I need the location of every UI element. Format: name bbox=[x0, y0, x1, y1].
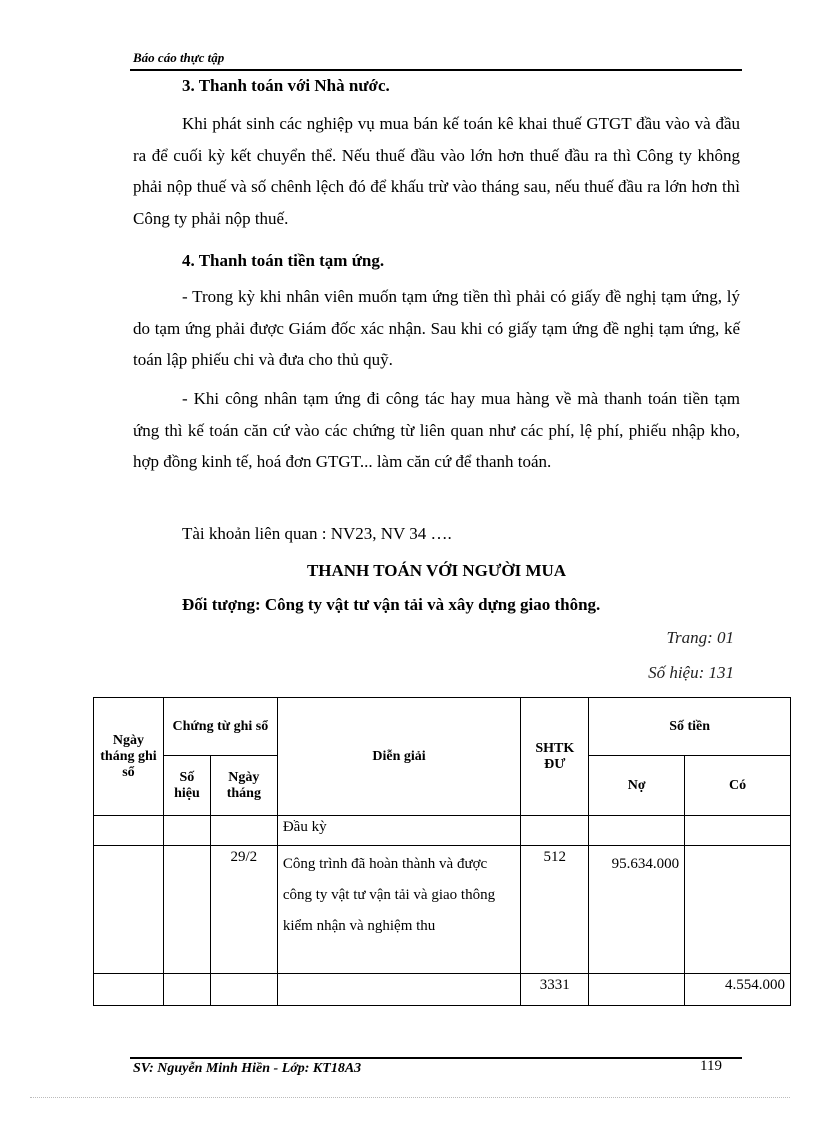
ledger-account-label: Số hiệu: 131 bbox=[648, 663, 734, 682]
cell-date bbox=[94, 974, 164, 1006]
cell-debit bbox=[589, 974, 685, 1006]
footer-student: SV: Nguyễn Minh Hiền - Lớp: KT18A3 bbox=[133, 1061, 362, 1076]
header-counter-account: SHTK ĐƯ bbox=[521, 698, 589, 816]
header-voucher-no: Số hiệu bbox=[163, 756, 210, 816]
section-4-paragraph-1 bbox=[133, 281, 740, 376]
cell-credit bbox=[685, 816, 791, 846]
section-4-text-1: - Trong kỳ khi nhân viên muốn tạm ứng tiền thì phải có giấy đề nghị tạm ứng, lý do tạm ứng phải được Giám đốc xác nhận. Sau khi có giấy tạm ứng đề nghị tạm ứng, kế toán lập phiếu chi và đưa cho thủ quỹ. bbox=[133, 287, 740, 369]
table-row bbox=[94, 816, 791, 846]
section-3-paragraph bbox=[133, 108, 740, 234]
header-voucher-date: Ngày tháng bbox=[210, 756, 277, 816]
cell-voucher-date: 29/2 bbox=[210, 846, 277, 974]
page-bottom-dotted-line bbox=[30, 1097, 790, 1098]
header-credit: Có bbox=[685, 756, 791, 816]
cell-date bbox=[94, 846, 164, 974]
ledger-title: THANH TOÁN VỚI NGƯỜI MUA bbox=[306, 561, 567, 580]
cell-counter-account: 512 bbox=[521, 846, 589, 974]
cell-voucher-no bbox=[163, 974, 210, 1006]
ledger-table bbox=[93, 697, 791, 1006]
cell-counter-account: 3331 bbox=[521, 974, 589, 1006]
header-description: Diễn giải bbox=[277, 698, 520, 816]
cell-credit bbox=[685, 846, 791, 974]
section-3-text: Khi phát sinh các nghiệp vụ mua bán kế toán kê khai thuế GTGT đầu vào và đầu ra để cuối kỳ kết chuyển thể. Nếu thuế đầu vào lớn hơn thuế đầu ra thì Công ty không phải nộp thuế và số chênh lệch đó để khấu trừ vào tháng sau, nếu thuế đầu ra lớn hơn thì Công ty phải nộp thuế. bbox=[133, 114, 740, 228]
cell-date bbox=[94, 816, 164, 846]
cell-voucher-date bbox=[210, 816, 277, 846]
footer-rule bbox=[130, 1057, 742, 1059]
cell-voucher-date bbox=[210, 974, 277, 1006]
cell-credit: 4.554.000 bbox=[685, 974, 791, 1006]
cell-debit: 95.634.000 bbox=[589, 846, 685, 974]
accounts-line: Tài khoản liên quan : NV23, NV 34 …. bbox=[182, 524, 452, 543]
cell-description: Đầu kỳ bbox=[277, 816, 520, 846]
section-4-heading: 4. Thanh toán tiền tạm ứng. bbox=[182, 251, 385, 270]
header-debit: Nợ bbox=[589, 756, 685, 816]
section-4-text-2: - Khi công nhân tạm ứng đi công tác hay mua hàng về mà thanh toán tiền tạm ứng thì kế toán căn cứ vào các chứng từ liên quan như các phí, lệ phí, phiếu nhập kho, hợp đồng kinh tế, hoá đơn GTGT... làm căn cứ để thanh toán. bbox=[133, 389, 740, 471]
header-title: Báo cáo thực tập bbox=[133, 50, 225, 65]
section-4-paragraph-2 bbox=[133, 383, 740, 478]
cell-voucher-no bbox=[163, 816, 210, 846]
cell-description bbox=[277, 974, 520, 1006]
cell-voucher-no bbox=[163, 846, 210, 974]
section-3-heading: 3. Thanh toán với Nhà nước. bbox=[182, 76, 390, 95]
table-row bbox=[94, 846, 791, 974]
cell-description: Công trình đã hoàn thành và được công ty vật tư vận tải và giao thông kiểm nhận và nghiệm thu bbox=[277, 846, 520, 974]
ledger-object: Đối tượng: Công ty vật tư vận tải và xây dựng giao thông. bbox=[182, 595, 601, 614]
header-date: Ngày tháng ghi sổ bbox=[94, 698, 164, 816]
cell-debit bbox=[589, 816, 685, 846]
table-row bbox=[94, 974, 791, 1006]
ledger-page-label: Trang: 01 bbox=[666, 628, 734, 647]
header-voucher: Chứng từ ghi sổ bbox=[163, 698, 277, 756]
header-rule bbox=[130, 69, 742, 71]
footer-page-number: 119 bbox=[700, 1058, 722, 1074]
header-amount: Số tiền bbox=[589, 698, 791, 756]
cell-counter-account bbox=[521, 816, 589, 846]
